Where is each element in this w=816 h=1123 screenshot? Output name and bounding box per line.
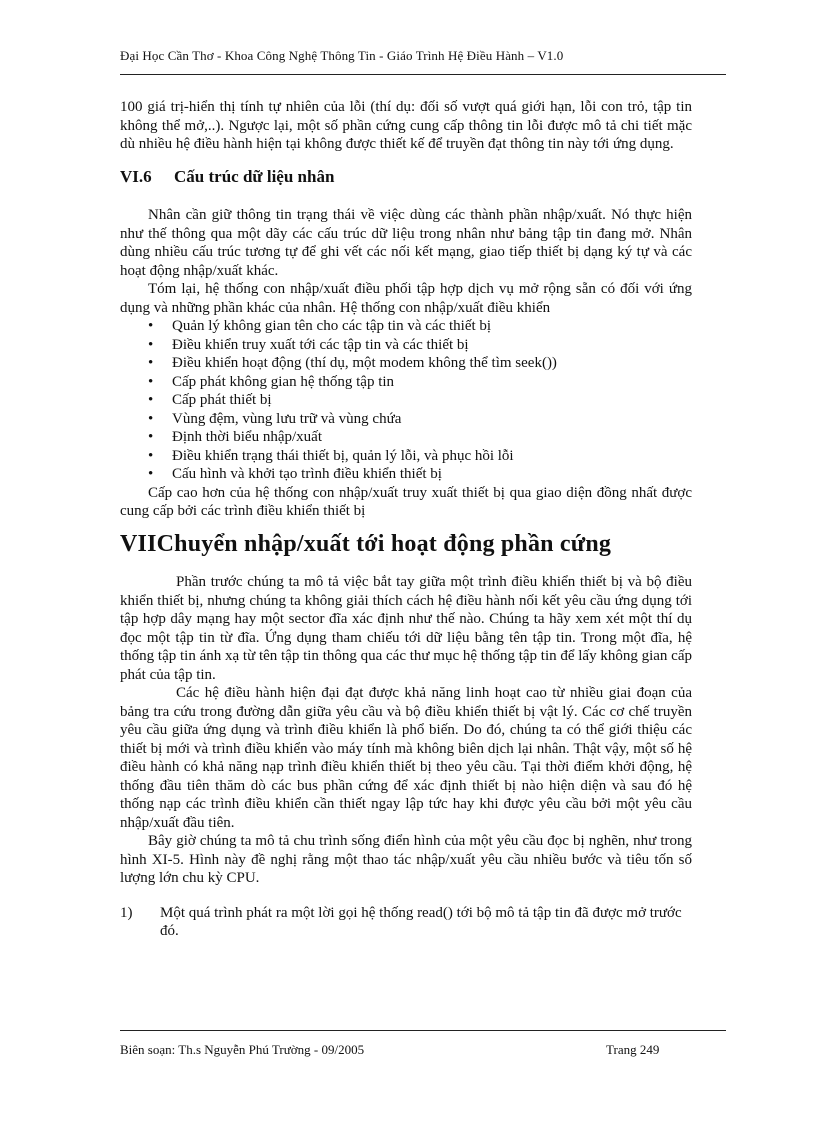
numbered-list — [120, 904, 692, 941]
paragraph: Cấp cao hơn của hệ thống con nhập/xuất truy xuất thiết bị qua giao diện đồng nhất được cung cấp bởi các trình điều khiển thiết bị — [120, 484, 692, 519]
section-title: Cấu trúc dữ liệu nhân — [174, 166, 335, 186]
chapter-heading-vii — [120, 530, 692, 557]
list-item: • Vùng đệm, vùng lưu trữ và vùng chứa — [148, 410, 692, 429]
paragraph: Phần trước chúng ta mô tả việc bắt tay giữa một trình điều khiển thiết bị và bộ điều khiển thiết bị, nhưng chúng ta không giải thích cách hệ điều hành nối kết yêu cầu ứng dụng tới tập hợp dây mạng hay một sector đĩa xác định như thế nào. Chúng ta hãy xem xét một thí dụ đọc một tập tin từ đĩa. Ứng dụng tham chiếu tới dữ liệu bằng tên tập tin. Trong một đĩa, hệ thống tập tin ánh xạ từ tên tập tin thông qua các thư mục hệ thống tập tin để lấy không gian cấp phát của tập tin. — [120, 574, 692, 683]
page-header: Đại Học Cần Thơ - Khoa Công Nghệ Thông Tin - Giáo Trình Hệ Điều Hành – V1.0 — [120, 48, 564, 63]
page-content — [120, 98, 692, 941]
paragraph: Bây giờ chúng ta mô tả chu trình sống điển hình của một yêu cầu đọc bị nghẽn, như trong hình XI-5. Hình này đề nghị rằng một thao tác nhập/xuất yêu cầu nhiều bước và tiêu tốn số lượng lớn chu kỳ CPU. — [120, 833, 692, 886]
chapter-title: Chuyển nhập/xuất tới hoạt động phần cứng — [156, 530, 612, 557]
footer-page-number: Trang 249 — [606, 1042, 660, 1057]
list-item: • Cấu hình và khởi tạo trình điều khiển thiết bị — [148, 465, 692, 484]
section-number: VI.6 — [120, 166, 152, 186]
paragraph: Tóm lại, hệ thống con nhập/xuất điều phối tập hợp dịch vụ mở rộng sẵn có đối với ứng dụng và những phần khác của nhân. Hệ thống con nhập/xuất điều khiển — [120, 281, 692, 316]
paragraph: Nhân cần giữ thông tin trạng thái về việc dùng các thành phần nhập/xuất. Nó thực hiện như thế thông qua một dãy các cấu trúc dữ liệu trong nhân như bảng tập tin đang mở. Nhân dùng nhiều cấu trúc tương tự để ghi vết các nối kết mạng, giao tiếp thiết bị dạng ký tự và các hoạt động nhập/xuất khác. — [120, 207, 692, 279]
list-item: • Cấp phát thiết bị — [148, 391, 692, 410]
footer-rule — [120, 1030, 726, 1031]
list-item: • Điều khiển truy xuất tới các tập tin và các thiết bị — [148, 336, 692, 355]
list-item — [120, 904, 692, 941]
bullet-list — [120, 317, 692, 484]
list-marker: 1) — [120, 904, 133, 921]
intro-paragraph: 100 giá trị-hiển thị tính tự nhiên của lỗi (thí dụ: đối số vượt quá giới hạn, lỗi con trỏ, tập tin không thể mở,..). Ngược lại, một số phần cứng cung cấp thông tin lỗi được mô tả chi tiết mặc dù nhiều hệ điều hành hiện tại không được thiết kế để truyền đạt thông tin này tới ứng dụng. — [120, 99, 692, 152]
paragraph: Các hệ điều hành hiện đại đạt được khả năng linh hoạt cao từ nhiều giai đoạn của bảng tra cứu trong đường dẫn giữa yêu cầu và bộ điều khiển thiết bị vật lý. Các cơ chế truyền yêu cầu giữa ứng dụng và trình điều khiển là phổ biến. Do đó, chúng ta có thể giới thiệu các thiết bị mới và trình điều khiển vào máy tính mà không biên dịch lại nhân. Thật vậy, một số hệ điều hành có khả năng nạp trình điều khiển thiết bị theo yêu cầu. Tại thời điểm khởi động, hệ thống đầu tiên thăm dò các bus phần cứng để xác định thiết bị nào hiện diện và sau đó hệ thống nạp các trình điều khiển cần thiết ngay lập tức hay khi được yêu cầu bởi một yêu cầu nhập/xuất đầu tiên. — [120, 685, 692, 831]
footer-author: Biên soạn: Th.s Nguyễn Phú Trường - 09/2005 — [120, 1042, 365, 1057]
section-heading-vi6 — [120, 168, 692, 187]
chapter-number: VII — [120, 530, 157, 557]
list-item: • Định thời biểu nhập/xuất — [148, 428, 692, 447]
list-item: • Điều khiển trạng thái thiết bị, quản lý lỗi, và phục hồi lỗi — [148, 447, 692, 466]
list-item: • Điều khiển hoạt động (thí dụ, một modem không thể tìm seek()) — [148, 354, 692, 373]
list-item: • Quản lý không gian tên cho các tập tin và các thiết bị — [148, 317, 692, 336]
list-item-text: Một quá trình phát ra một lời gọi hệ thống read() tới bộ mô tả tập tin đã được mở trước đó. — [160, 904, 682, 939]
header-rule — [120, 74, 726, 75]
list-item: • Cấp phát không gian hệ thống tập tin — [148, 373, 692, 392]
